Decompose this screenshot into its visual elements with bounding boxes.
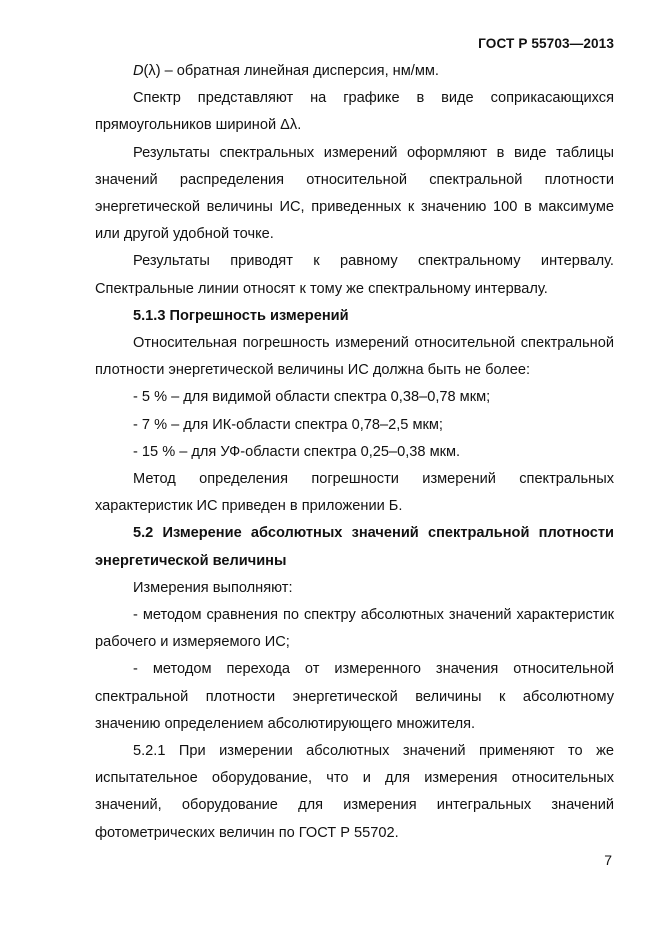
- list-item-ultraviolet: - 15 % – для УФ-области спектра 0,25–0,38 мкм.: [133, 443, 461, 460]
- list-item-infrared: - 7 % – для ИК-области спектра 0,78–2,5 мкм;: [133, 416, 443, 433]
- paragraph-error-method: Метод определения погрешности измерений спектральных характеристик ИС приведен в приложении Б.: [95, 471, 614, 515]
- dispersion-symbol: D: [133, 63, 144, 79]
- paragraph-dispersion-definition: [95, 58, 614, 85]
- document-id-header: ГОСТ Р 55703—2013: [478, 36, 614, 51]
- list-item-transition-method: - методом перехода от измеренного значения относительной спектральной плотности энергетической величины к абсолютному значению определением абсолютирующего множителя.: [95, 661, 614, 732]
- page-number: 7: [604, 852, 612, 868]
- paragraph-relative-error: Относительная погрешность измерений относительной спектральной плотности энергетической величины ИС должна быть не более:: [95, 335, 614, 379]
- paragraph-5-2-1: 5.2.1 При измерении абсолютных значений применяют то же испытательное оборудование, что и для измерения относительных значений, оборудование для измерения интегральных значений фотометрических величин по ГОСТ Р 55702.: [95, 743, 614, 841]
- paragraph-measurements-intro: Измерения выполняют:: [133, 579, 293, 596]
- list-item-visible: - 5 % – для видимой области спектра 0,38–0,78 мкм;: [133, 389, 491, 406]
- section-heading-5-1-3: 5.1.3 Погрешность измерений: [133, 307, 349, 324]
- paragraph-spectrum-graph: Спектр представляют на графике в виде соприкасающихся прямоугольников шириной Δλ.: [95, 90, 614, 134]
- paragraph-spectral-interval: Результаты приводят к равному спектральному интервалу. Спектральные линии относят к тому же спектральному интервалу.: [95, 253, 614, 297]
- document-body: [95, 58, 614, 847]
- paragraph-results-table: Результаты спектральных измерений оформляют в виде таблицы значений распределения относительной спектральной плотности энергетической величины ИС, приведенных к значению 100 в максимуме или другой удобной точке.: [95, 144, 614, 243]
- section-heading-5-2: 5.2 Измерение абсолютных значений спектральной плотности энергетической величины: [95, 525, 614, 569]
- dispersion-definition-text: (λ) – обратная линейная дисперсия, нм/мм.: [143, 63, 439, 79]
- list-item-comparison-method: - методом сравнения по спектру абсолютных значений характеристик рабочего и измеряемого ИС;: [95, 607, 614, 651]
